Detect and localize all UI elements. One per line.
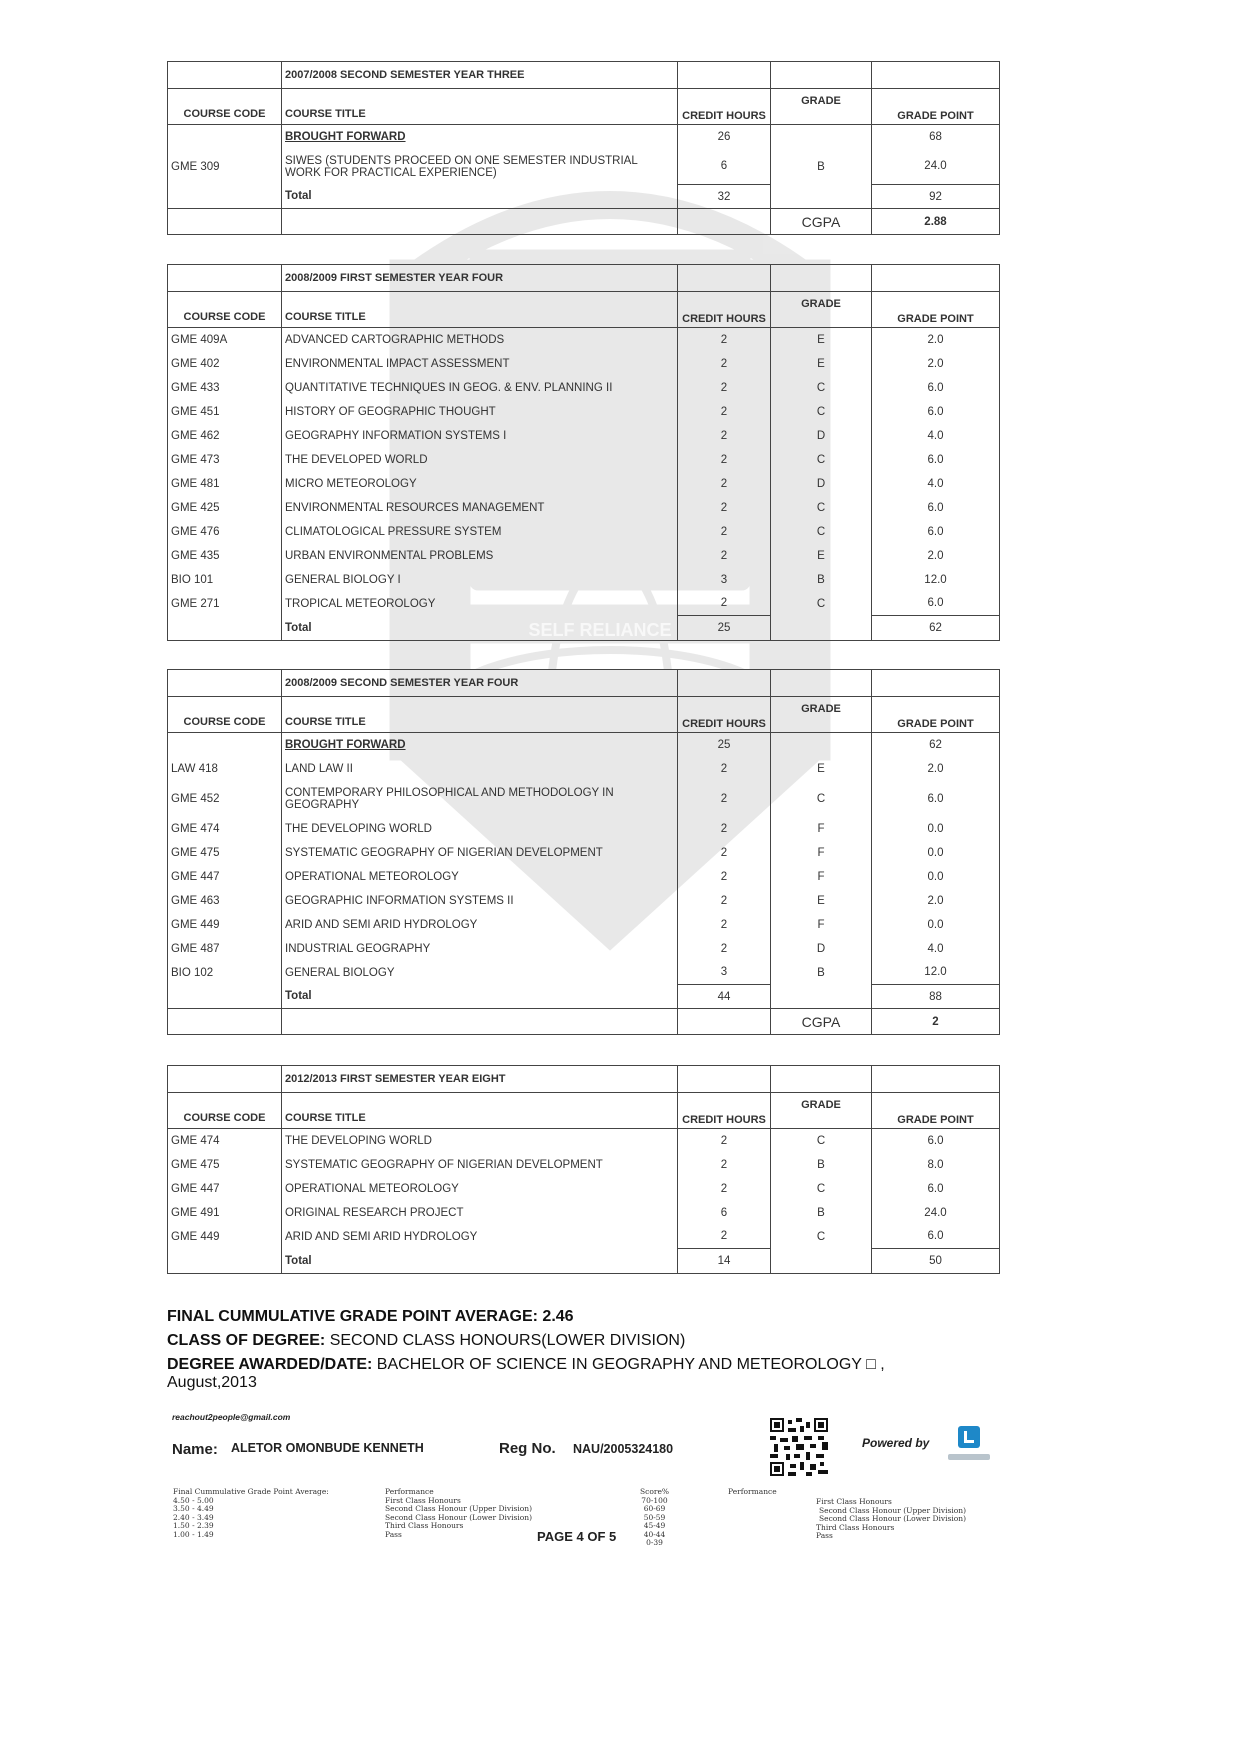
course-code: GME 474	[168, 817, 282, 841]
course-point: 2.0	[872, 328, 1000, 352]
cgpa-value: 2.88	[872, 209, 1000, 235]
course-title: GENERAL BIOLOGY	[282, 961, 678, 985]
course-point: 4.0	[872, 424, 1000, 448]
qr-code-icon	[770, 1418, 828, 1476]
course-point: 6.0	[872, 400, 1000, 424]
total-credit: 44	[678, 985, 771, 1009]
fcgpa-label: FINAL CUMMULATIVE GRADE POINT AVERAGE:	[167, 1308, 538, 1325]
course-grade: F	[771, 913, 872, 937]
course-code: GME 491	[168, 1201, 282, 1225]
col-credit-hours: CREDIT HOURS	[678, 697, 771, 733]
course-credit: 2	[678, 913, 771, 937]
legend-item: Second Class Honour (Lower Division)	[819, 1514, 967, 1523]
course-code: GME 309	[168, 125, 282, 209]
course-credit: 2	[678, 1129, 771, 1153]
course-code: GME 462	[168, 424, 282, 448]
course-code: GME 473	[168, 448, 282, 472]
course-grade: F	[771, 865, 872, 889]
col-credit-hours: CREDIT HOURS	[678, 292, 771, 328]
student-name-label: Name:	[172, 1441, 218, 1458]
semester-table-1	[167, 61, 1000, 235]
legend-heading: Performance	[385, 1487, 434, 1496]
course-title: THE DEVELOPED WORLD	[282, 448, 678, 472]
col-grade-point: GRADE POINT	[872, 292, 1000, 328]
course-credit: 2	[678, 937, 771, 961]
course-point: 2.0	[872, 544, 1000, 568]
legend-item: Second Class Honour (Upper Division)	[819, 1505, 967, 1515]
course-row	[168, 376, 1000, 400]
course-point: 6.0	[872, 448, 1000, 472]
col-grade: GRADE	[771, 292, 872, 328]
course-credit: 6	[678, 1201, 771, 1225]
course-grade: C	[771, 400, 872, 424]
col-grade: GRADE	[771, 89, 872, 125]
total-point: 50	[872, 1249, 1000, 1274]
course-point: 0.0	[872, 817, 1000, 841]
fcgpa-legend	[173, 1488, 329, 1539]
course-point: 6.0	[872, 1225, 1000, 1249]
legend-item: 2.40 - 3.49	[173, 1512, 214, 1522]
course-row	[168, 352, 1000, 376]
course-row	[168, 520, 1000, 544]
brought-forward-label: BROUGHT FORWARD	[282, 125, 678, 149]
course-grade: C	[771, 781, 872, 817]
course-grade: C	[771, 496, 872, 520]
powered-by-label: Powered by	[862, 1436, 930, 1450]
course-title: ARID AND SEMI ARID HYDROLOGY	[282, 913, 678, 937]
legend-item: First Class Honours	[816, 1497, 892, 1506]
col-course-title: COURSE TITLE	[282, 1093, 678, 1129]
course-row	[168, 757, 1000, 781]
course-grade: D	[771, 472, 872, 496]
course-credit: 6	[678, 149, 771, 185]
brought-forward-point: 68	[872, 125, 1000, 149]
semester-table-2	[167, 264, 1000, 641]
brought-forward-credit: 25	[678, 733, 771, 757]
course-code: GME 425	[168, 496, 282, 520]
course-credit: 3	[678, 961, 771, 985]
performance-legend-2	[816, 1498, 966, 1541]
course-credit: 2	[678, 544, 771, 568]
course-title: ADVANCED CARTOGRAPHIC METHODS	[282, 328, 678, 352]
total-point: 88	[872, 985, 1000, 1009]
course-code: BIO 101	[168, 568, 282, 592]
watermark-text: SELF RELIANCE	[528, 620, 672, 640]
course-grade: F	[771, 841, 872, 865]
course-title: OPERATIONAL METEOROLOGY	[282, 865, 678, 889]
course-row	[168, 961, 1000, 985]
cgpa-value: 2	[872, 1009, 1000, 1035]
course-credit: 3	[678, 568, 771, 592]
total-label: Total	[282, 985, 678, 1009]
course-point: 6.0	[872, 1129, 1000, 1153]
course-row	[168, 1177, 1000, 1201]
course-grade: E	[771, 889, 872, 913]
course-point: 6.0	[872, 520, 1000, 544]
degree-awarded-label: DEGREE AWARDED/DATE:	[167, 1356, 373, 1373]
course-point: 0.0	[872, 841, 1000, 865]
course-grade: E	[771, 757, 872, 781]
score-legend	[640, 1488, 669, 1548]
semester-title: 2008/2009 SECOND SEMESTER YEAR FOUR	[282, 670, 678, 697]
course-code: GME 447	[168, 1177, 282, 1201]
contact-email: reachout2people@gmail.com	[172, 1412, 291, 1422]
course-code: GME 271	[168, 592, 282, 616]
legend-heading: Performance	[728, 1487, 777, 1496]
legend-item: 0-39	[646, 1538, 663, 1547]
legend-item: 40-44	[643, 1529, 666, 1539]
course-code: GME 476	[168, 520, 282, 544]
course-title: ORIGINAL RESEARCH PROJECT	[282, 1201, 678, 1225]
course-grade: D	[771, 937, 872, 961]
total-credit: 25	[678, 616, 771, 641]
course-code: LAW 418	[168, 757, 282, 781]
course-grade: C	[771, 376, 872, 400]
course-title: CONTEMPORARY PHILOSOPHICAL AND METHODOLOGY IN GEOGRAPHY	[282, 781, 678, 817]
course-credit: 2	[678, 889, 771, 913]
brought-forward-label: BROUGHT FORWARD	[282, 733, 678, 757]
course-title: GEOGRAPHIC INFORMATION SYSTEMS II	[282, 889, 678, 913]
course-point: 6.0	[872, 781, 1000, 817]
col-grade: GRADE	[771, 1093, 872, 1129]
course-credit: 2	[678, 520, 771, 544]
course-credit: 2	[678, 400, 771, 424]
semester-title: 2007/2008 SECOND SEMESTER YEAR THREE	[282, 62, 678, 89]
course-code: GME 451	[168, 400, 282, 424]
course-credit: 2	[678, 328, 771, 352]
course-grade: C	[771, 448, 872, 472]
col-grade-point: GRADE POINT	[872, 89, 1000, 125]
course-credit: 2	[678, 424, 771, 448]
course-grade: D	[771, 424, 872, 448]
course-title: HISTORY OF GEOGRAPHIC THOUGHT	[282, 400, 678, 424]
course-code: GME 487	[168, 937, 282, 961]
degree-summary	[167, 1308, 1067, 1392]
course-grade: E	[771, 352, 872, 376]
course-credit: 2	[678, 781, 771, 817]
course-row	[168, 328, 1000, 352]
course-row	[168, 841, 1000, 865]
course-row	[168, 889, 1000, 913]
legend-item: 70-100	[641, 1495, 668, 1505]
legend-heading: Final Cummulative Grade Point Average:	[173, 1487, 329, 1496]
course-row	[168, 1201, 1000, 1225]
total-point: 62	[872, 616, 1000, 641]
course-point: 2.0	[872, 889, 1000, 913]
course-grade: B	[771, 568, 872, 592]
brought-forward-credit: 26	[678, 125, 771, 149]
course-code: GME 474	[168, 1129, 282, 1153]
col-course-title: COURSE TITLE	[282, 89, 678, 125]
course-row	[168, 592, 1000, 616]
col-grade: GRADE	[771, 697, 872, 733]
course-title: SIWES (STUDENTS PROCEED ON ONE SEMESTER INDUSTRIAL WORK FOR PRACTICAL EXPERIENCE)	[282, 149, 678, 185]
course-point: 12.0	[872, 961, 1000, 985]
course-row	[168, 496, 1000, 520]
course-point: 2.0	[872, 757, 1000, 781]
reg-no: NAU/2005324180	[573, 1442, 674, 1456]
total-label: Total	[282, 1249, 678, 1274]
course-row	[168, 781, 1000, 817]
course-grade: C	[771, 520, 872, 544]
legend-item: 1.50 - 2.39	[173, 1521, 214, 1530]
course-title: LAND LAW II	[282, 757, 678, 781]
legend-item: 50-59	[643, 1512, 666, 1522]
course-point: 12.0	[872, 568, 1000, 592]
course-row	[168, 1129, 1000, 1153]
course-row	[168, 568, 1000, 592]
course-grade: B	[771, 125, 872, 209]
course-row	[168, 424, 1000, 448]
legend-item: Third Class Honours	[385, 1521, 464, 1530]
course-grade: E	[771, 544, 872, 568]
course-grade: C	[771, 1177, 872, 1201]
course-grade: E	[771, 328, 872, 352]
course-point: 6.0	[872, 376, 1000, 400]
legend-item: 45-49	[643, 1521, 666, 1530]
course-code: GME 409A	[168, 328, 282, 352]
course-credit: 2	[678, 1153, 771, 1177]
legend-item: First Class Honours	[385, 1495, 461, 1505]
legend-item: 1.00 - 1.49	[173, 1529, 214, 1539]
legend-heading: Score%	[640, 1487, 670, 1496]
course-row	[168, 1153, 1000, 1177]
course-title: SYSTEMATIC GEOGRAPHY OF NIGERIAN DEVELOPMENT	[282, 1153, 678, 1177]
legend-item: 60-69	[643, 1504, 666, 1513]
course-grade: B	[771, 961, 872, 985]
provider-logo-icon	[946, 1426, 992, 1466]
legend-item: Second Class Honour (Lower Division)	[385, 1512, 533, 1522]
course-credit: 2	[678, 1225, 771, 1249]
col-credit-hours: CREDIT HOURS	[678, 89, 771, 125]
class-of-degree-value: SECOND CLASS HONOURS(LOWER DIVISION)	[329, 1332, 686, 1349]
course-title: INDUSTRIAL GEOGRAPHY	[282, 937, 678, 961]
col-course-title: COURSE TITLE	[282, 697, 678, 733]
course-title: ENVIRONMENTAL IMPACT ASSESSMENT	[282, 352, 678, 376]
course-code: GME 463	[168, 889, 282, 913]
course-credit: 2	[678, 352, 771, 376]
page-number: PAGE 4 OF 5	[537, 1529, 617, 1544]
course-credit: 2	[678, 448, 771, 472]
course-row	[168, 937, 1000, 961]
course-row	[168, 400, 1000, 424]
course-credit: 2	[678, 1177, 771, 1201]
course-row	[168, 865, 1000, 889]
course-row	[168, 472, 1000, 496]
course-title: GENERAL BIOLOGY I	[282, 568, 678, 592]
class-of-degree-label: CLASS OF DEGREE:	[167, 1332, 326, 1349]
course-credit: 2	[678, 817, 771, 841]
brought-forward-point: 62	[872, 733, 1000, 757]
course-code: GME 475	[168, 1153, 282, 1177]
course-code: GME 475	[168, 841, 282, 865]
degree-awarded-value: BACHELOR OF SCIENCE IN GEOGRAPHY AND METEOROLOGY □ ,	[376, 1356, 885, 1373]
course-grade: C	[771, 1225, 872, 1249]
course-row	[168, 544, 1000, 568]
course-point: 0.0	[872, 913, 1000, 937]
course-code: GME 449	[168, 1225, 282, 1249]
legend-item: 4.50 - 5.00	[173, 1495, 214, 1505]
cgpa-label: CGPA	[771, 209, 872, 235]
course-row	[168, 817, 1000, 841]
course-point: 6.0	[872, 1177, 1000, 1201]
col-credit-hours: CREDIT HOURS	[678, 1093, 771, 1129]
course-point: 6.0	[872, 496, 1000, 520]
course-grade: B	[771, 1201, 872, 1225]
course-title: GEOGRAPHY INFORMATION SYSTEMS I	[282, 424, 678, 448]
total-point: 92	[872, 185, 1000, 209]
course-row	[168, 913, 1000, 937]
course-credit: 2	[678, 472, 771, 496]
course-code: GME 402	[168, 352, 282, 376]
legend-item: Pass	[385, 1529, 402, 1539]
course-code: GME 452	[168, 781, 282, 817]
cgpa-label: CGPA	[771, 1009, 872, 1035]
course-row	[168, 448, 1000, 472]
course-title: SYSTEMATIC GEOGRAPHY OF NIGERIAN DEVELOPMENT	[282, 841, 678, 865]
course-point: 6.0	[872, 592, 1000, 616]
course-title: CLIMATOLOGICAL PRESSURE SYSTEM	[282, 520, 678, 544]
legend-item: Third Class Honours	[816, 1522, 895, 1532]
course-grade: B	[771, 1153, 872, 1177]
total-label: Total	[282, 185, 678, 209]
course-credit: 2	[678, 757, 771, 781]
semester-title: 2012/2013 FIRST SEMESTER YEAR EIGHT	[282, 1066, 678, 1093]
course-title: TROPICAL METEOROLOGY	[282, 592, 678, 616]
course-point: 2.0	[872, 352, 1000, 376]
col-course-code: COURSE CODE	[168, 292, 282, 328]
degree-date: August,2013	[167, 1374, 257, 1391]
legend-item: 3.50 - 4.49	[173, 1504, 214, 1513]
course-credit: 2	[678, 592, 771, 616]
course-point: 24.0	[872, 149, 1000, 185]
total-credit: 32	[678, 185, 771, 209]
course-code: BIO 102	[168, 961, 282, 985]
course-title: OPERATIONAL METEOROLOGY	[282, 1177, 678, 1201]
course-credit: 2	[678, 865, 771, 889]
fcgpa-value: 2.46	[542, 1308, 574, 1325]
course-credit: 2	[678, 841, 771, 865]
course-code: GME 447	[168, 865, 282, 889]
col-course-code: COURSE CODE	[168, 89, 282, 125]
legend-item: Second Class Honour (Upper Division)	[385, 1504, 533, 1513]
course-title: THE DEVELOPING WORLD	[282, 1129, 678, 1153]
performance-legend-1	[385, 1488, 532, 1539]
col-grade-point: GRADE POINT	[872, 1093, 1000, 1129]
course-point: 4.0	[872, 472, 1000, 496]
col-grade-point: GRADE POINT	[872, 697, 1000, 733]
course-credit: 2	[678, 376, 771, 400]
course-title: QUANTITATIVE TECHNIQUES IN GEOG. & ENV. PLANNING II	[282, 376, 678, 400]
course-grade: C	[771, 1129, 872, 1153]
course-title: ENVIRONMENTAL RESOURCES MANAGEMENT	[282, 496, 678, 520]
course-code: GME 449	[168, 913, 282, 937]
reg-no-label: Reg No.	[499, 1440, 556, 1457]
semester-title: 2008/2009 FIRST SEMESTER YEAR FOUR	[282, 265, 678, 292]
course-code: GME 435	[168, 544, 282, 568]
semester-table-4	[167, 1065, 1000, 1274]
course-code: GME 433	[168, 376, 282, 400]
course-point: 4.0	[872, 937, 1000, 961]
course-row	[168, 1225, 1000, 1249]
performance-legend-2-heading	[728, 1488, 777, 1497]
course-title: ARID AND SEMI ARID HYDROLOGY	[282, 1225, 678, 1249]
col-course-title: COURSE TITLE	[282, 292, 678, 328]
course-code: GME 481	[168, 472, 282, 496]
course-title: MICRO METEOROLOGY	[282, 472, 678, 496]
semester-table-3	[167, 669, 1000, 1035]
course-point: 8.0	[872, 1153, 1000, 1177]
course-grade: F	[771, 817, 872, 841]
col-course-code: COURSE CODE	[168, 1093, 282, 1129]
course-point: 0.0	[872, 865, 1000, 889]
student-name: ALETOR OMONBUDE KENNETH	[231, 1441, 424, 1455]
legend-item: Pass	[816, 1531, 833, 1540]
course-title: URBAN ENVIRONMENTAL PROBLEMS	[282, 544, 678, 568]
col-course-code: COURSE CODE	[168, 697, 282, 733]
total-credit: 14	[678, 1249, 771, 1274]
course-title: THE DEVELOPING WORLD	[282, 817, 678, 841]
course-grade: C	[771, 592, 872, 616]
total-label: Total	[282, 616, 678, 641]
course-point: 24.0	[872, 1201, 1000, 1225]
course-credit: 2	[678, 496, 771, 520]
